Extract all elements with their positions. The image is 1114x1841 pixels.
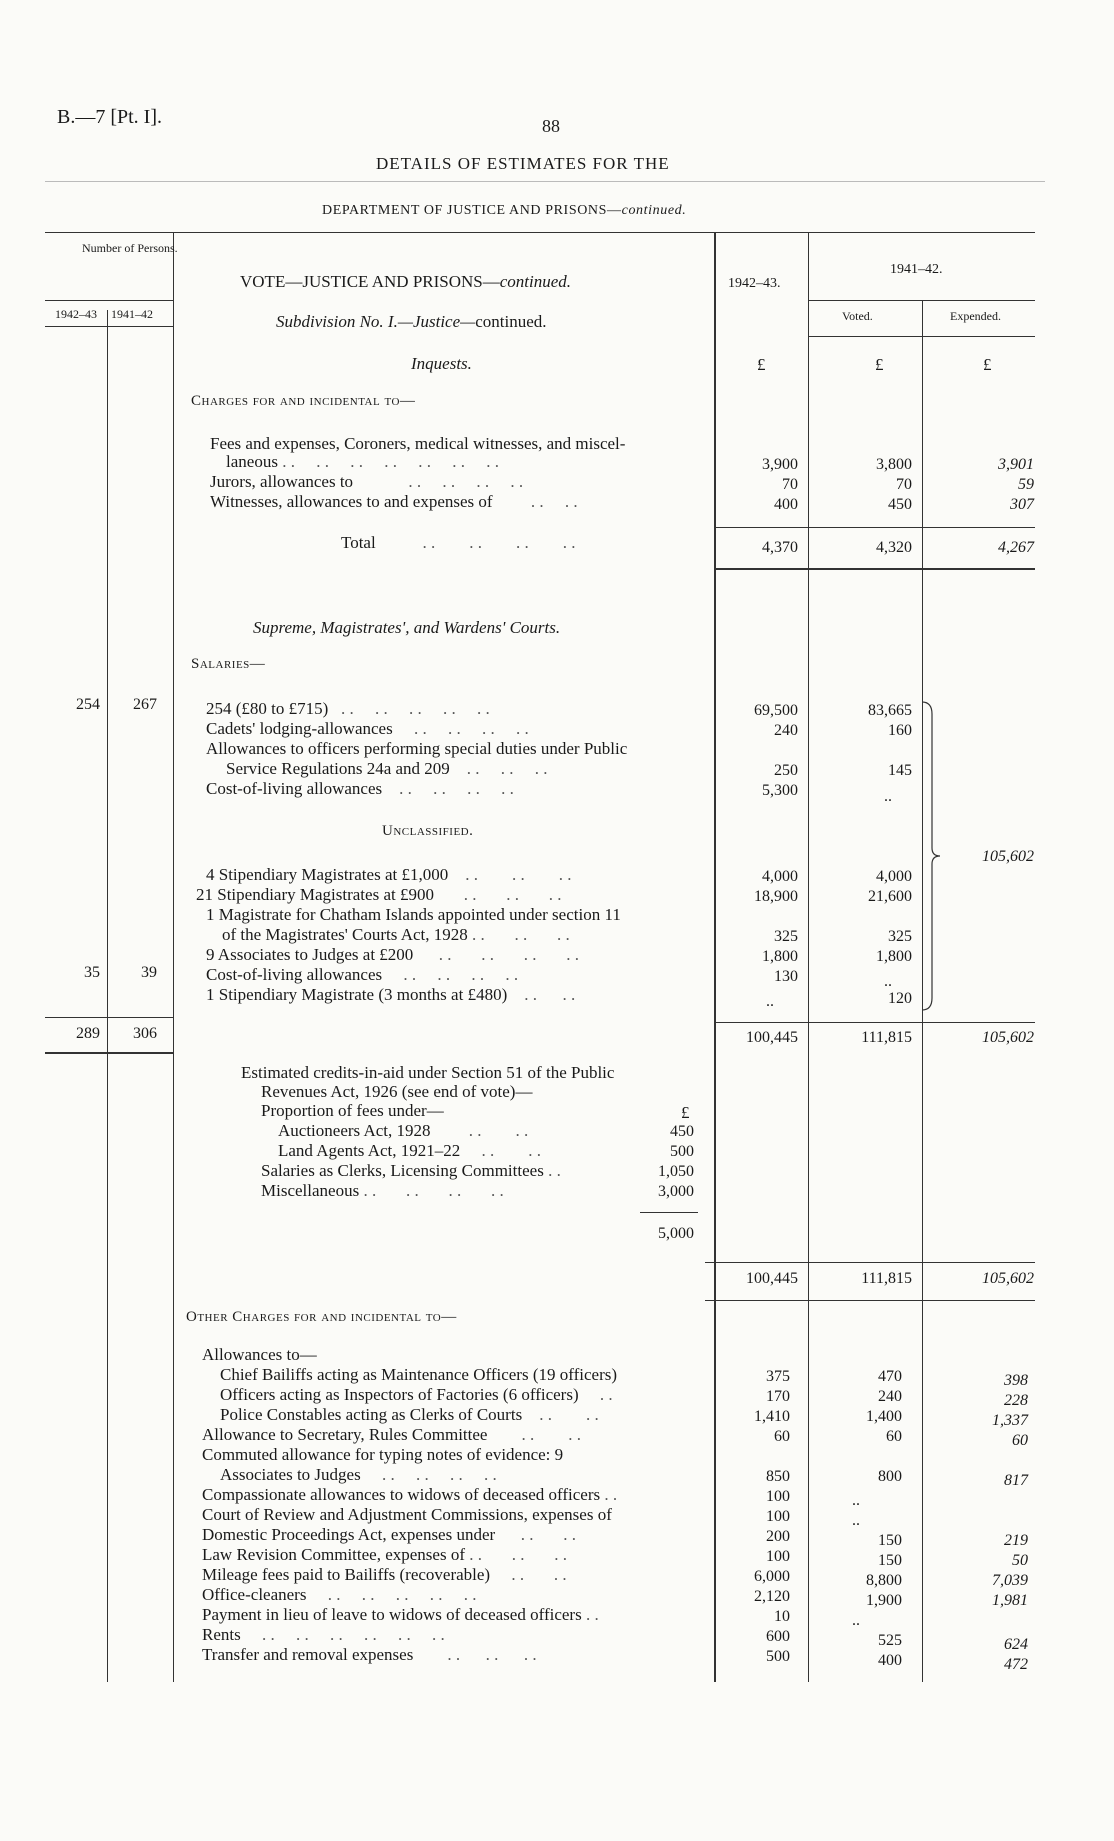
pound-sign-voted: £	[875, 355, 884, 374]
other-est: 10	[774, 1608, 790, 1625]
credits-line: Estimated credits-in-aid under Section 51 of the Public	[241, 1063, 615, 1082]
other-est: 375	[766, 1368, 790, 1385]
unclassified-row-text: 21 Stipendiary Magistrates at £900	[196, 885, 434, 904]
header-rule	[45, 181, 1045, 182]
unclassified-est: 18,900	[754, 888, 798, 905]
unclassified-est: 325	[774, 928, 798, 945]
persons-total-1942: 289	[76, 1025, 100, 1042]
inquest-est: 400	[774, 496, 798, 513]
other-voted: 60	[886, 1428, 902, 1445]
other-est: 60	[774, 1428, 790, 1445]
salary-est: 250	[774, 762, 798, 779]
other-row-label: Associates to Judges . . . . . . . .	[220, 1465, 497, 1484]
inquest-total-text: Total	[341, 533, 376, 552]
credits-item-text: Auctioneers Act, 1928	[278, 1121, 431, 1140]
other-est: 170	[766, 1388, 790, 1405]
inquest-exp: 59	[1018, 476, 1034, 493]
unclassified-row-text: Cost-of-living allowances	[206, 965, 383, 984]
other-est: 100	[766, 1508, 790, 1525]
other-voted: 150	[878, 1532, 902, 1549]
expended-header: Expended.	[950, 309, 1001, 323]
persons-total-1941: 306	[133, 1025, 157, 1042]
other-row-label: Officers acting as Inspectors of Factories (6 officers) . .	[220, 1385, 613, 1404]
persons-col-border	[173, 232, 174, 1682]
persons-sub-rule	[45, 326, 173, 327]
credits-line: Revenues Act, 1926 (see end of vote)—	[261, 1082, 533, 1101]
inquest-total-label: Total . . . . . . . .	[341, 533, 576, 552]
salary-voted: 83,665	[868, 702, 912, 719]
other-row-text: Officers acting as Inspectors of Factories (6 officers)	[220, 1385, 579, 1404]
inquest-row-label-text: Witnesses, allowances to and expenses of	[210, 492, 493, 511]
unclassified-voted: ..	[884, 973, 892, 990]
unclassified-row-label: 9 Associates to Judges at £200 . . . . . . . .	[206, 945, 580, 964]
other-voted: 800	[878, 1468, 902, 1485]
other-voted: 470	[878, 1368, 902, 1385]
subdivision-title	[276, 312, 547, 332]
credits-total-rule	[640, 1212, 698, 1213]
other-est: 100	[766, 1548, 790, 1565]
credits-item-value: 1,050	[658, 1163, 694, 1180]
unclassified-est: 130	[774, 968, 798, 985]
other-row-label: Compassionate allowances to widows of deceased officers . .	[202, 1485, 618, 1504]
inquest-voted: 450	[888, 496, 912, 513]
bracket-expended: 105,602	[982, 848, 1034, 865]
other-row-label: Commuted allowance for typing notes of evidence: 9	[202, 1445, 564, 1464]
courts-subtotal-voted: 111,815	[861, 1029, 912, 1046]
other-voted: 240	[878, 1388, 902, 1405]
salaries-heading: Salaries—	[191, 656, 266, 672]
document-ref: B.—7 [Pt. I].	[57, 106, 162, 128]
unclassified-row-text: of the Magistrates' Courts Act, 1928	[222, 925, 468, 944]
unclassified-voted: 325	[888, 928, 912, 945]
other-exp: 219	[1004, 1532, 1028, 1549]
courts-subtotal-rule	[714, 1022, 1035, 1023]
other-row-text: Transfer and removal expenses	[202, 1645, 414, 1664]
courts-subtotal-exp: 105,602	[982, 1029, 1034, 1046]
persons-split-rule	[45, 300, 173, 301]
other-row-text: Law Revision Committee, expenses of	[202, 1545, 465, 1564]
courts-total-est: 100,445	[746, 1270, 798, 1287]
credits-item-label: Salaries as Clerks, Licensing Committees . .	[261, 1161, 561, 1180]
other-row-label: Law Revision Committee, expenses of . . . . . .	[202, 1545, 567, 1564]
inquest-est: 70	[782, 476, 798, 493]
persons-subtotal-rule	[45, 1017, 173, 1018]
unclassified-row-label: 1 Stipendiary Magistrate (3 months at £480) . . . .	[206, 985, 576, 1004]
other-exp: 60	[1012, 1432, 1028, 1449]
other-row-label: Chief Bailiffs acting as Maintenance Officers (19 officers)	[220, 1365, 618, 1384]
other-row-label: Allowance to Secretary, Rules Committee . . . .	[202, 1425, 581, 1444]
credits-item-label: Land Agents Act, 1921–22 . . . .	[278, 1141, 542, 1160]
courts-heading: Supreme, Magistrates', and Wardens' Courts.	[253, 618, 561, 637]
salary-row-label: Cost-of-living allowances . . . . . . . .	[206, 779, 514, 798]
voted-header: Voted.	[842, 309, 873, 323]
other-exp: 228	[1004, 1392, 1028, 1409]
other-row-text: Police Constables acting as Clerks of Courts	[220, 1405, 523, 1424]
department-heading	[322, 203, 686, 219]
inquest-row-label: laneous . . . . . . . . . . . . . .	[226, 452, 499, 471]
salary-est: 69,500	[754, 702, 798, 719]
other-voted: 150	[878, 1552, 902, 1569]
persons-1941-header: 1941–42	[111, 307, 153, 321]
salary-voted: 160	[888, 722, 912, 739]
other-row-label: Police Constables acting as Clerks of Courts . . . .	[220, 1405, 599, 1424]
persons-1941-value: 267	[133, 696, 157, 713]
inquest-total-voted: 4,320	[876, 539, 912, 556]
salary-row-text: Cadets' lodging-allowances	[206, 719, 393, 738]
other-row-label: Transfer and removal expenses . . . . . .	[202, 1645, 537, 1664]
salary-voted: ..	[884, 788, 892, 805]
courts-total-exp: 105,602	[982, 1270, 1034, 1287]
salary-est: 5,300	[762, 782, 798, 799]
other-est: 600	[766, 1628, 790, 1645]
other-row-text: Office-cleaners	[202, 1585, 307, 1604]
unclassified-est: ..	[766, 993, 774, 1010]
other-est: 2,120	[754, 1588, 790, 1605]
persons-total-rule	[45, 1052, 173, 1054]
credits-line: Proportion of fees under—	[261, 1101, 444, 1120]
credits-total: 5,000	[658, 1225, 694, 1242]
salary-row-text: 254 (£80 to £715)	[206, 699, 329, 718]
unclassified-row-label: 4 Stipendiary Magistrates at £1,000 . . . . . .	[206, 865, 572, 884]
salary-row-label: Allowances to officers performing special duties under Public	[206, 739, 628, 758]
other-exp: 1,981	[992, 1592, 1028, 1609]
credits-item-text: Miscellaneous	[261, 1181, 360, 1200]
salary-row-text: Service Regulations 24a and 209	[226, 759, 450, 778]
inquest-total-exp: 4,267	[998, 539, 1034, 556]
other-est: 850	[766, 1468, 790, 1485]
credits-item-value: 500	[670, 1143, 694, 1160]
other-exp: 1,337	[992, 1412, 1028, 1429]
inquest-voted: 3,800	[876, 456, 912, 473]
inquest-row-label-cont: laneous	[226, 452, 278, 471]
inquest-est: 3,900	[762, 456, 798, 473]
other-row-label: Rents . . . . . . . . . . . .	[202, 1625, 445, 1644]
year-1942-header: 1942–43.	[728, 276, 781, 291]
pound-sign-est: £	[757, 355, 766, 374]
unclassified-row-text: 1 Stipendiary Magistrate (3 months at £480)	[206, 985, 508, 1004]
inquest-total-est: 4,370	[762, 539, 798, 556]
credits-item-label: Auctioneers Act, 1928 . . . .	[278, 1121, 529, 1140]
other-voted: 1,400	[866, 1408, 902, 1425]
other-est: 6,000	[754, 1568, 790, 1585]
inquest-exp: 307	[1010, 496, 1034, 513]
other-voted: ..	[852, 1512, 860, 1529]
credits-pound: £	[681, 1103, 690, 1122]
other-row-text: Rents	[202, 1625, 241, 1644]
unclassified-row-label: 1 Magistrate for Chatham Islands appointed under section 11	[206, 905, 621, 924]
persons-1941-value: 39	[141, 964, 157, 981]
other-est: 1,410	[754, 1408, 790, 1425]
unclassified-row-text: 9 Associates to Judges at £200	[206, 945, 414, 964]
inquest-row-label-text: Jurors, allowances to	[210, 472, 354, 491]
unclassified-voted: 4,000	[876, 868, 912, 885]
year-sub-rule	[808, 336, 1035, 337]
other-est: 100	[766, 1488, 790, 1505]
other-row-label: Domestic Proceedings Act, expenses under . . . .	[202, 1525, 576, 1544]
salary-est: 240	[774, 722, 798, 739]
other-exp: 50	[1012, 1552, 1028, 1569]
other-row-label: Payment in lieu of leave to widows of deceased officers . .	[202, 1605, 599, 1624]
vote-title	[240, 272, 571, 292]
unclassified-est: 1,800	[762, 948, 798, 965]
other-voted: ..	[852, 1612, 860, 1629]
persons-1942-header: 1942–43	[55, 307, 97, 321]
salary-row-label: Service Regulations 24a and 209 . . . . . .	[226, 759, 548, 778]
year-1941-header: 1941–42.	[890, 262, 943, 277]
inquest-row-label: Fees and expenses, Coroners, medical witnesses, and miscel-	[210, 434, 626, 453]
other-row-label: Court of Review and Adjustment Commissions, expenses of	[202, 1505, 612, 1524]
pound-sign-exp: £	[983, 355, 992, 374]
vote-title-continued: continued.	[499, 272, 572, 291]
unclassified-row-label: of the Magistrates' Courts Act, 1928 . . . . . .	[222, 925, 570, 944]
inquests-charges-heading: Charges for and incidental to—	[191, 393, 416, 409]
salary-row-label: 254 (£80 to £715) . . . . . . . . . .	[206, 699, 490, 718]
unclassified-row-text: 4 Stipendiary Magistrates at £1,000	[206, 865, 449, 884]
unclassified-est: 4,000	[762, 868, 798, 885]
credits-item-text: Salaries as Clerks, Licensing Committees	[261, 1161, 544, 1180]
other-row-label: Office-cleaners . . . . . . . . . .	[202, 1585, 477, 1604]
inquest-total-rule-top	[714, 527, 1035, 528]
page-title: DETAILS OF ESTIMATES FOR THE	[376, 154, 670, 173]
vote-title-text: VOTE—JUSTICE AND PRISONS—	[240, 272, 500, 291]
other-row-text: Domestic Proceedings Act, expenses under	[202, 1525, 496, 1544]
unclassified-voted: 21,600	[868, 888, 912, 905]
persons-mid-border	[107, 310, 108, 1682]
courts-total-rule-top	[705, 1262, 1035, 1263]
unclassified-row-label: 21 Stipendiary Magistrates at £900 . . . . . .	[196, 885, 562, 904]
subdivision-text: Subdivision No. I.—Justice—	[276, 312, 476, 331]
credits-item-value: 450	[670, 1123, 694, 1140]
other-voted: ..	[852, 1492, 860, 1509]
credits-item-text: Land Agents Act, 1921–22	[278, 1141, 461, 1160]
other-est: 500	[766, 1648, 790, 1665]
department-name: DEPARTMENT OF JUSTICE AND PRISONS—	[322, 203, 622, 218]
courts-subtotal-est: 100,445	[746, 1029, 798, 1046]
inquests-heading: Inquests.	[411, 354, 472, 373]
unclassified-row-label: Cost-of-living allowances . . . . . . . .	[206, 965, 519, 984]
salary-row-label: Cadets' lodging-allowances . . . . . . . .	[206, 719, 529, 738]
year-split-rule	[808, 300, 1035, 301]
persons-1942-value: 35	[84, 964, 100, 981]
salary-row-text: Cost-of-living allowances	[206, 779, 383, 798]
table-top-rule	[45, 232, 1035, 233]
inquest-voted: 70	[896, 476, 912, 493]
other-voted: 1,900	[866, 1592, 902, 1609]
other-row-text: Allowance to Secretary, Rules Committee	[202, 1425, 488, 1444]
inquest-exp: 3,901	[998, 456, 1034, 473]
department-continued: continued.	[621, 203, 687, 218]
inquest-total-rule-bottom	[714, 568, 1035, 570]
credits-item-value: 3,000	[658, 1183, 694, 1200]
other-row-label: Mileage fees paid to Bailiffs (recoverable) . . . .	[202, 1565, 567, 1584]
other-voted: 525	[878, 1632, 902, 1649]
other-exp: 817	[1004, 1472, 1028, 1489]
other-exp: 624	[1004, 1636, 1028, 1653]
other-est: 200	[766, 1528, 790, 1545]
salary-voted: 145	[888, 762, 912, 779]
voted-col-border	[808, 232, 809, 1682]
page-number: 88	[542, 116, 560, 136]
other-row-text: Associates to Judges	[220, 1465, 361, 1484]
other-voted: 8,800	[866, 1572, 902, 1589]
courts-total-voted: 111,815	[861, 1270, 912, 1287]
persons-1942-value: 254	[76, 696, 100, 713]
unclassified-heading: Unclassified.	[382, 823, 474, 839]
other-exp: 398	[1004, 1372, 1028, 1389]
subdivision-continued: continued.	[475, 312, 547, 331]
allowances-heading: Allowances to—	[202, 1345, 317, 1364]
other-row-text: Compassionate allowances to widows of deceased officers	[202, 1485, 601, 1504]
other-charges-heading: Other Charges for and incidental to—	[186, 1309, 457, 1325]
courts-total-rule-bottom	[705, 1300, 1035, 1301]
other-exp: 472	[1004, 1656, 1028, 1673]
credits-item-label: Miscellaneous . . . . . . . .	[261, 1181, 504, 1200]
other-row-text: Payment in lieu of leave to widows of deceased officers	[202, 1605, 582, 1624]
inquest-row-label: Witnesses, allowances to and expenses of . . . .	[210, 492, 578, 511]
inquest-row-label: Jurors, allowances to . . . . . . . .	[210, 472, 524, 491]
persons-header: Number of Persons.	[82, 241, 178, 255]
other-exp: 7,039	[992, 1572, 1028, 1589]
unclassified-voted: 1,800	[876, 948, 912, 965]
unclassified-voted: 120	[888, 990, 912, 1007]
other-voted: 400	[878, 1652, 902, 1669]
other-row-text: Mileage fees paid to Bailiffs (recoverable)	[202, 1565, 491, 1584]
